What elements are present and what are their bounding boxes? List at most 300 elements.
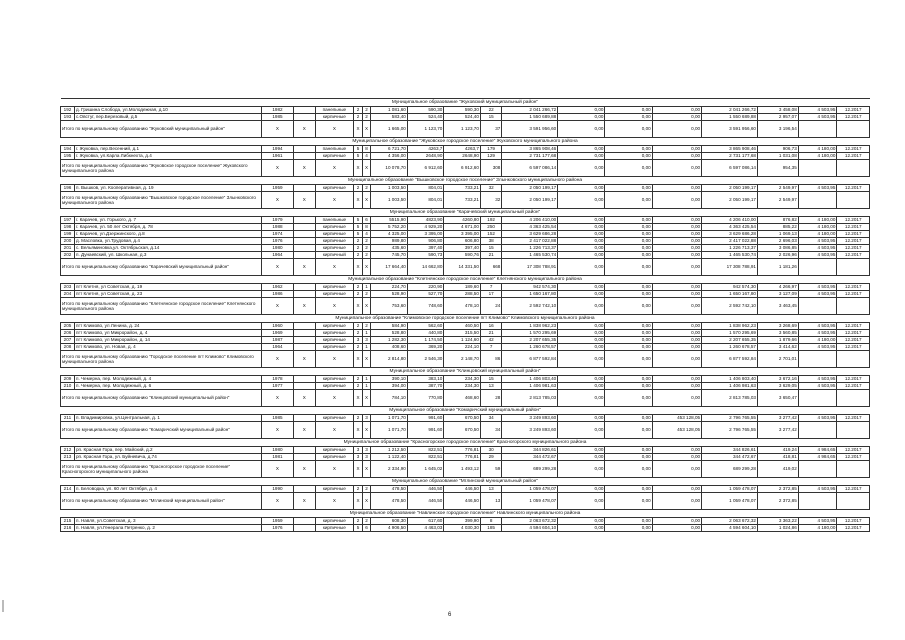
table-cell: 0,00 xyxy=(605,238,652,245)
table-cell: 344 472,67 xyxy=(502,454,558,461)
table-cell: 0,00 xyxy=(605,323,652,330)
table-cell: 195 xyxy=(61,153,75,160)
total-cell xyxy=(837,351,870,368)
table-cell xyxy=(294,337,315,344)
total-cell: X xyxy=(261,121,293,138)
table-cell: 446,50 xyxy=(407,486,444,493)
table-cell xyxy=(294,107,315,114)
table-cell: 3 249 893,60 xyxy=(502,415,558,422)
table-cell: 6 721,70 xyxy=(371,146,408,153)
total-cell: 32 xyxy=(480,192,501,209)
table-cell: 0,00 xyxy=(652,337,701,344)
table-cell xyxy=(294,224,315,231)
total-cell xyxy=(798,192,837,209)
table-cell: 1990 xyxy=(261,486,293,493)
table-cell: 4 503,95 xyxy=(798,486,837,493)
total-cell: X xyxy=(315,390,354,407)
total-cell: 2 796 765,55 xyxy=(702,422,758,439)
total-cell xyxy=(837,160,870,177)
address-cell: пгт Клетня, ул Советская, д. 19 xyxy=(74,284,261,291)
table-cell: 4 206 410,00 xyxy=(702,217,758,224)
table-cell: 129 xyxy=(480,153,501,160)
table-cell xyxy=(294,344,315,351)
table-cell: 590,76 xyxy=(444,252,481,259)
table-cell: 3 277,42 xyxy=(757,415,798,422)
table-cell: 1 465 530,74 xyxy=(502,252,558,259)
total-label: Итого по муниципальному образованию "Мглинский муниципальный район" xyxy=(61,493,262,510)
table-cell: кирпичные xyxy=(315,415,354,422)
total-cell: X xyxy=(362,121,371,138)
table-cell: 527,70 xyxy=(407,291,444,298)
table-cell: 1980 xyxy=(261,447,293,454)
table-cell: 3 395,00 xyxy=(444,231,481,238)
section-header-row xyxy=(61,177,870,185)
total-cell: 1 071,70 xyxy=(371,422,408,439)
table-row xyxy=(61,376,870,383)
table-cell: 2 xyxy=(362,323,371,330)
table-cell: 906,80 xyxy=(407,238,444,245)
total-cell: 0,00 xyxy=(558,351,605,368)
table-cell: 2 xyxy=(354,415,363,422)
table-cell: 3 363,22 xyxy=(757,518,798,525)
address-cell: п. Чемерна, пер. Молодежный, д. 4 xyxy=(74,376,261,383)
table-row xyxy=(61,415,870,422)
table-row xyxy=(61,486,870,493)
table-cell: кирпичные xyxy=(315,337,354,344)
table-cell: 0,00 xyxy=(605,231,652,238)
total-cell: X xyxy=(294,422,315,439)
table-cell: 1 xyxy=(362,330,371,337)
section-header-row xyxy=(61,138,870,146)
table-cell: 2 207 655,35 xyxy=(502,337,558,344)
table-cell: 17 xyxy=(480,291,501,298)
table-cell: 12.2017 xyxy=(837,114,870,121)
table-cell: 0,00 xyxy=(652,252,701,259)
table-cell: 2 xyxy=(354,486,363,493)
total-cell: 2 549,97 xyxy=(757,192,798,209)
total-cell: X xyxy=(261,259,293,276)
table-cell xyxy=(294,245,315,252)
total-cell: 0,00 xyxy=(558,121,605,138)
table-cell: 4 503,95 xyxy=(798,114,837,121)
total-cell: X xyxy=(354,192,363,209)
table-cell: 4 984,65 xyxy=(798,454,837,461)
table-cell: кирпичные xyxy=(315,153,354,160)
table-cell: 460,50 xyxy=(444,323,481,330)
table-cell: 16 xyxy=(480,323,501,330)
address-cell: г. Карачев, ул.Дзержинского, д.8 xyxy=(74,231,261,238)
table-cell: 4 929,20 xyxy=(407,224,444,231)
table-cell: 220,90 xyxy=(407,284,444,291)
table-cell: 583,40 xyxy=(371,114,408,121)
table-cell: 15 xyxy=(480,245,501,252)
address-cell: г. Карачев, ул. 50 лет Октября, д. 78 xyxy=(74,224,261,231)
table-cell: кирпичные xyxy=(315,291,354,298)
total-cell: X xyxy=(362,390,371,407)
table-cell: 8 xyxy=(480,518,501,525)
table-cell: 2 xyxy=(354,185,363,192)
table-cell: 1 570 295,69 xyxy=(502,330,558,337)
table-cell: 383,10 xyxy=(407,376,444,383)
table-cell: 0,00 xyxy=(652,525,701,532)
table-cell: 210 xyxy=(61,383,75,390)
total-cell: X xyxy=(261,461,293,478)
table-cell: 369,20 xyxy=(407,344,444,351)
table-cell: 394,00 xyxy=(371,383,408,390)
total-cell: 468,60 xyxy=(444,390,481,407)
total-cell: 2 813 785,03 xyxy=(702,390,758,407)
table-cell: 4 266,97 xyxy=(757,284,798,291)
total-cell: 6 912,60 xyxy=(444,160,481,177)
total-cell: 954,35 xyxy=(757,160,798,177)
table-cell: 804,01 xyxy=(407,185,444,192)
table-cell: 0,00 xyxy=(558,447,605,454)
table-cell: 1 031,08 xyxy=(757,153,798,160)
table-cell: 3 xyxy=(362,415,371,422)
total-cell: 0,00 xyxy=(652,121,701,138)
table-cell: 3 xyxy=(354,447,363,454)
table-cell: 1976 xyxy=(261,525,293,532)
total-cell: 0,00 xyxy=(558,192,605,209)
table-cell: 12.2017 xyxy=(837,231,870,238)
address-cell: п. Навля, ул.Советская, д. 3 xyxy=(74,518,261,525)
table-cell: 213 xyxy=(61,454,75,461)
total-cell: 0,00 xyxy=(652,390,701,407)
table-cell: 4 325,00 xyxy=(371,231,408,238)
table-cell: 344 826,61 xyxy=(702,447,758,454)
total-cell: X xyxy=(354,121,363,138)
table-cell: 12.2017 xyxy=(837,185,870,192)
table-cell: 1 124,60 xyxy=(444,337,481,344)
table-cell: 528,90 xyxy=(371,291,408,298)
table-cell: 12.2017 xyxy=(837,245,870,252)
table-cell: 2 372,85 xyxy=(757,486,798,493)
table-cell: 3 xyxy=(362,454,371,461)
table-cell: 344 826,61 xyxy=(502,447,558,454)
total-label: Итого по муниципальному образованию "Комаричский муниципальный район" xyxy=(61,422,262,439)
total-cell: 2 334,90 xyxy=(371,461,408,478)
table-cell: 4 180,00 xyxy=(798,153,837,160)
table-cell: 0,00 xyxy=(652,146,701,153)
table-cell: панельные xyxy=(315,146,354,153)
table-cell: 478,50 xyxy=(371,486,408,493)
table-cell: 1 174,50 xyxy=(407,337,444,344)
table-cell: 250 xyxy=(480,224,501,231)
table-cell: 12.2017 xyxy=(837,146,870,153)
table-cell: 397,40 xyxy=(407,245,444,252)
table-cell: 2 xyxy=(362,245,371,252)
total-cell: 10 078,70 xyxy=(371,160,408,177)
table-cell: 1981 xyxy=(261,454,293,461)
total-cell: 991,60 xyxy=(407,422,444,439)
table-cell: 5 xyxy=(354,525,363,532)
section-header: Муниципальное образование "Комаричский муниципальный район" xyxy=(61,407,870,415)
table-cell: 1 226 713,37 xyxy=(502,245,558,252)
table-cell: 216 xyxy=(61,525,75,532)
table-cell: 0,00 xyxy=(558,415,605,422)
table-cell: 7 xyxy=(480,344,501,351)
total-cell: 2 372,85 xyxy=(757,493,798,510)
table-row xyxy=(61,454,870,461)
table-cell: 3 865 908,46 xyxy=(702,146,758,153)
table-cell: 194 xyxy=(61,146,75,153)
table-cell: 5 xyxy=(354,146,363,153)
table-cell: 0,00 xyxy=(558,224,605,231)
total-cell: 6 912,60 xyxy=(407,160,444,177)
table-row xyxy=(61,107,870,114)
table-cell: 12.2017 xyxy=(837,518,870,525)
table-cell: 4 180,00 xyxy=(798,146,837,153)
total-cell: 0,00 xyxy=(605,351,652,368)
total-cell: 0,00 xyxy=(652,259,701,276)
total-label: Итого по муниципальному образованию "Городское поселение пгт Климово" Климовского муниципального района xyxy=(61,351,262,368)
table-cell: 0,00 xyxy=(652,291,701,298)
table-cell: 3 560,85 xyxy=(757,330,798,337)
total-label: Итого по муниципальному образованию "Клинцовский муниципальный район" xyxy=(61,390,262,407)
total-cell: 1 665,00 xyxy=(371,121,408,138)
section-header-row xyxy=(61,209,870,217)
table-cell: 942 574,30 xyxy=(702,284,758,291)
table-cell: 440,80 xyxy=(407,330,444,337)
table-cell: 4263,7 xyxy=(444,146,481,153)
total-cell: 670,50 xyxy=(444,422,481,439)
total-cell: 1 059 478,07 xyxy=(702,493,758,510)
total-cell: 668 xyxy=(480,259,501,276)
table-cell: 0,00 xyxy=(605,518,652,525)
table-cell: 3 414,62 xyxy=(757,344,798,351)
total-row xyxy=(61,351,870,368)
table-cell: 3 672,16 xyxy=(757,376,798,383)
table-cell: 3 629 686,28 xyxy=(502,231,558,238)
table-cell: 197 xyxy=(61,217,75,224)
table-cell: 2 063 672,32 xyxy=(502,518,558,525)
table-cell: 1 550 689,88 xyxy=(702,114,758,121)
table-cell: 209 xyxy=(61,376,75,383)
housing-program-table xyxy=(60,98,870,532)
total-cell: 0,00 xyxy=(558,390,605,407)
table-cell: 4823,90 xyxy=(407,217,444,224)
total-cell: 1 123,70 xyxy=(444,121,481,138)
table-row xyxy=(61,153,870,160)
table-cell: кирпичные xyxy=(315,238,354,245)
table-cell: 2 xyxy=(354,291,363,298)
table-cell: 4 503,95 xyxy=(798,238,837,245)
table-cell xyxy=(294,518,315,525)
table-cell: 12.2017 xyxy=(837,344,870,351)
total-cell: 2 546,30 xyxy=(407,351,444,368)
table-cell: 2 xyxy=(354,376,363,383)
table-cell: 942 574,30 xyxy=(502,284,558,291)
total-cell: 0,00 xyxy=(558,461,605,478)
total-cell: 6 877 592,84 xyxy=(502,351,558,368)
table-cell: 4 503,95 xyxy=(798,376,837,383)
table-cell xyxy=(294,284,315,291)
total-cell: X xyxy=(294,121,315,138)
total-cell: X xyxy=(261,160,293,177)
table-cell: 4 503,95 xyxy=(798,245,837,252)
table-cell: 0,00 xyxy=(558,518,605,525)
total-row xyxy=(61,422,870,439)
table-cell: 2 xyxy=(362,486,371,493)
table-cell: 1 071,70 xyxy=(371,415,408,422)
address-cell: п. Навля, ул.Генерала Петренко, д. 2 xyxy=(74,525,261,532)
table-cell: 528,80 xyxy=(371,330,408,337)
table-cell: 1 406 803,40 xyxy=(702,376,758,383)
table-cell: 0,00 xyxy=(605,525,652,532)
total-cell: X xyxy=(261,422,293,439)
total-cell: 446,50 xyxy=(407,493,444,510)
table-cell: 0,00 xyxy=(558,217,605,224)
table-cell: 0,00 xyxy=(652,231,701,238)
table-cell: 1 xyxy=(362,383,371,390)
table-cell: 989,80 xyxy=(371,238,408,245)
total-cell: X xyxy=(294,160,315,177)
table-cell: кирпичные xyxy=(315,447,354,454)
table-cell xyxy=(294,383,315,390)
table-cell: 0,00 xyxy=(558,252,605,259)
table-cell: 4 206 410,00 xyxy=(502,217,558,224)
total-cell: 1 181,26 xyxy=(757,259,798,276)
table-cell: 4 180,00 xyxy=(798,217,837,224)
table-row xyxy=(61,185,870,192)
table-cell: 1 226 713,37 xyxy=(702,245,758,252)
table-cell: 0,00 xyxy=(652,107,701,114)
table-row xyxy=(61,323,870,330)
table-cell: 4 xyxy=(362,231,371,238)
table-cell: 7 xyxy=(480,284,501,291)
table-row xyxy=(61,252,870,259)
total-cell: X xyxy=(362,259,371,276)
table-cell: 1986 xyxy=(261,291,293,298)
total-cell: X xyxy=(362,160,371,177)
total-cell: 14 662,80 xyxy=(407,259,444,276)
total-cell: 1 003,50 xyxy=(371,192,408,209)
table-cell: 2 xyxy=(354,252,363,259)
table-cell: 745,70 xyxy=(371,252,408,259)
total-cell: 34 xyxy=(480,422,501,439)
total-label: Итого по муниципальному образованию "Вышковское городское поселение" Злынковского муниципального района xyxy=(61,192,262,209)
total-cell: X xyxy=(362,422,371,439)
table-cell: 0,00 xyxy=(652,224,701,231)
table-cell: 1960 xyxy=(261,323,293,330)
table-cell: кирпичные xyxy=(315,185,354,192)
table-cell: 3 395,00 xyxy=(407,231,444,238)
table-cell: 0,00 xyxy=(652,330,701,337)
table-cell: 224,10 xyxy=(444,344,481,351)
table-cell: 13 xyxy=(480,383,501,390)
table-cell: кирпичные xyxy=(315,344,354,351)
table-cell: 0,00 xyxy=(605,376,652,383)
table-cell: 0,00 xyxy=(605,447,652,454)
table-cell: 2 026,96 xyxy=(757,252,798,259)
total-cell: X xyxy=(315,259,354,276)
table-cell: 4263,7 xyxy=(407,146,444,153)
table-cell: 0,00 xyxy=(605,330,652,337)
total-cell: 17 664,40 xyxy=(371,259,408,276)
table-cell: 4 180,00 xyxy=(798,231,837,238)
table-cell: кирпичные xyxy=(315,114,354,121)
table-cell: кирпичные xyxy=(315,323,354,330)
section-header-row xyxy=(61,407,870,415)
table-cell: 1 212,50 xyxy=(371,447,408,454)
total-cell: 0,00 xyxy=(605,298,652,315)
table-cell: 2 xyxy=(354,284,363,291)
table-cell: 0,00 xyxy=(652,518,701,525)
total-cell: X xyxy=(354,351,363,368)
total-cell: 13 xyxy=(480,493,501,510)
address-cell: рп. Красная Гора, пер. Майский, д.2 xyxy=(74,447,261,454)
total-cell: X xyxy=(354,461,363,478)
table-cell: 4 503,95 xyxy=(798,344,837,351)
table-cell: 0,00 xyxy=(605,337,652,344)
table-cell: 192 xyxy=(480,217,501,224)
section-header: Муниципальное образование "Клетнянское городское поселение" Клетнянского муниципального района xyxy=(61,276,870,284)
table-cell: 0,00 xyxy=(652,383,701,390)
address-cell: д. Масловка, ул.Трудовая, д.4 xyxy=(74,238,261,245)
total-row xyxy=(61,121,870,138)
table-cell xyxy=(294,238,315,245)
total-cell: X xyxy=(354,493,363,510)
table-cell: 4 180,00 xyxy=(798,337,837,344)
table-cell: 185 xyxy=(480,525,501,532)
total-cell xyxy=(837,192,870,209)
table-cell: панельные xyxy=(315,217,354,224)
table-cell: 1977 xyxy=(261,383,293,390)
table-cell: 12.2017 xyxy=(837,252,870,259)
table-cell: 3 629 686,28 xyxy=(702,231,758,238)
total-cell: X xyxy=(354,422,363,439)
table-cell: 1976 xyxy=(261,238,293,245)
table-cell: 1959 xyxy=(261,518,293,525)
table-cell xyxy=(294,114,315,121)
table-cell: 397,40 xyxy=(444,245,481,252)
address-cell: п. Дунаевский, ул. Школьная, д.3 xyxy=(74,252,261,259)
table-cell xyxy=(294,525,315,532)
total-row xyxy=(61,259,870,276)
table-cell: 3 629,05 xyxy=(757,383,798,390)
table-cell: 0,00 xyxy=(558,238,605,245)
table-cell: кирпичные xyxy=(315,383,354,390)
total-cell: X xyxy=(315,160,354,177)
table-cell: 12.2017 xyxy=(837,415,870,422)
section-header: Муниципальное образование "Жуковский муниципальный район" xyxy=(61,99,870,107)
table-cell: 562,60 xyxy=(407,323,444,330)
table-cell: 179 xyxy=(480,146,501,153)
table-cell: кирпичные xyxy=(315,454,354,461)
table-cell: 0,00 xyxy=(605,415,652,422)
table-cell: 1979 xyxy=(261,217,293,224)
table-cell: 203 xyxy=(61,284,75,291)
table-cell: 0,00 xyxy=(605,252,652,259)
total-cell: 6 597 086,14 xyxy=(502,160,558,177)
total-cell: 2 592 742,10 xyxy=(702,298,758,315)
table-cell: 1 260 678,57 xyxy=(702,344,758,351)
table-cell: 1 059 478,07 xyxy=(702,486,758,493)
table-cell: 38 xyxy=(480,238,501,245)
table-cell: 4 906,50 xyxy=(371,525,408,532)
total-cell xyxy=(837,298,870,315)
table-cell: 12.2017 xyxy=(837,291,870,298)
address-cell: рп. Красная Гора, ул. Буйневича, д.74 xyxy=(74,454,261,461)
table-cell: 152 xyxy=(480,231,501,238)
total-cell: 86 xyxy=(480,351,501,368)
table-cell xyxy=(294,146,315,153)
total-cell: 689 299,28 xyxy=(502,461,558,478)
total-cell: 3 249 893,60 xyxy=(502,422,558,439)
total-cell: 478,10 xyxy=(444,298,481,315)
table-cell: 0,00 xyxy=(558,107,605,114)
table-cell: кирпичный xyxy=(315,252,354,259)
